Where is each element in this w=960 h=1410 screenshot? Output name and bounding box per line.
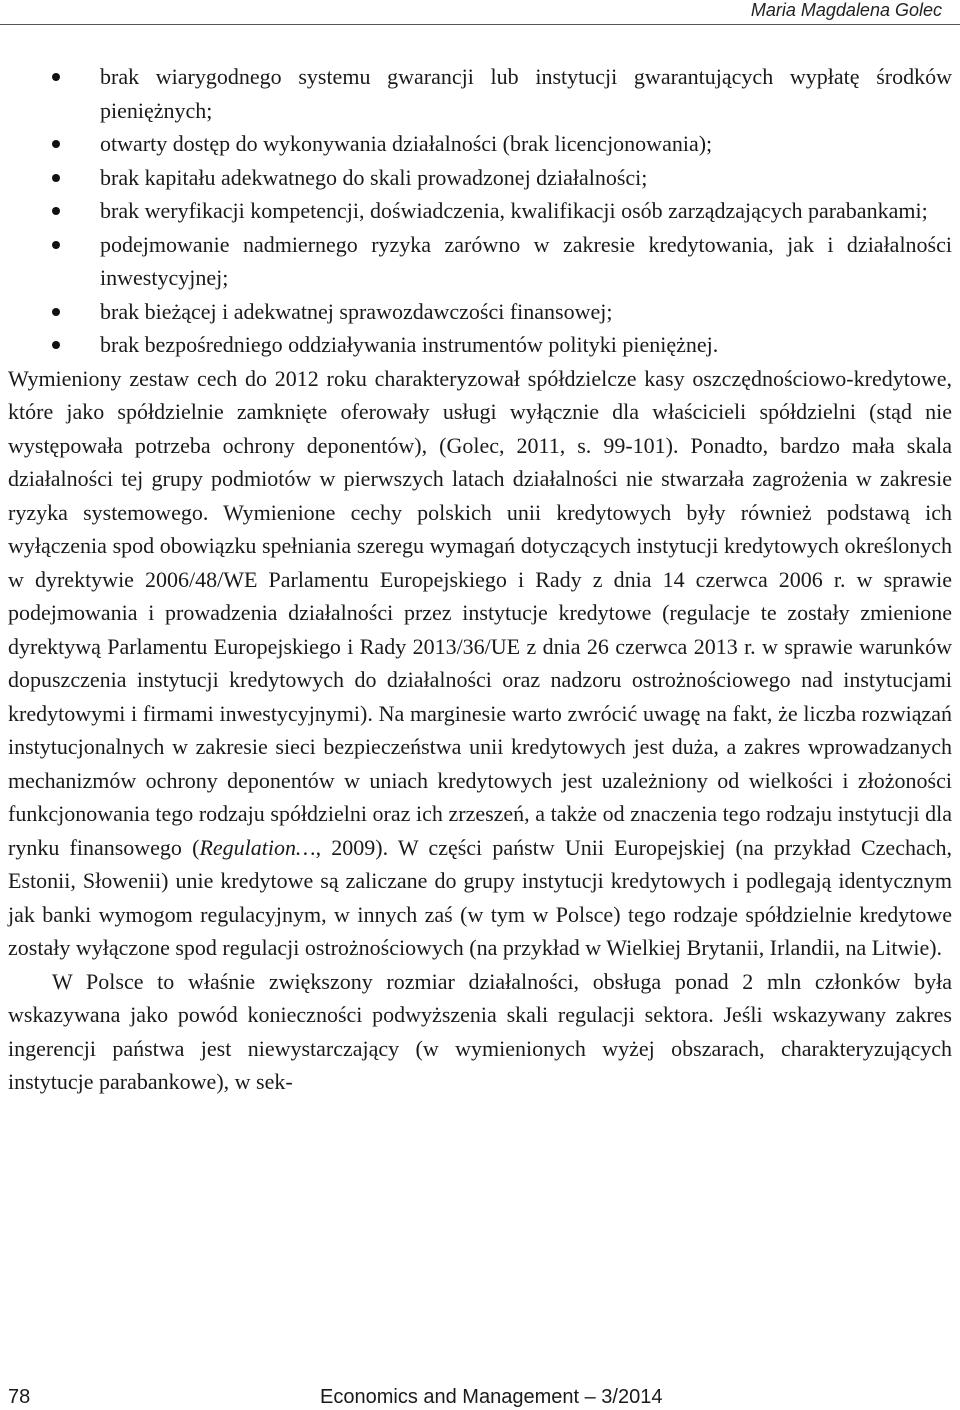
list-item-text: otwarty dostęp do wykonywania działalności (brak licencjonowania); <box>100 131 713 156</box>
list-item <box>8 328 952 362</box>
bullet-icon <box>52 207 60 215</box>
body-paragraph-1 <box>8 362 952 965</box>
bullet-icon <box>52 174 60 182</box>
paragraph-text: , 2009). W części państw Unii Europejskiej (na przykład Czechach, Estonii, Słowenii) unie kredytowe są zaliczane do grupy instytucji kredytowych i podlegają identycznym jak banki wymogom regulacyjnym, w innych zaś (w tym w Polsce) tego rodzaje spółdzielnie kredytowe zostały wyłączone spod regulacji ostrożnościowych (na przykład w Wielkiej Brytanii, Irlandii, na Litwie). <box>8 834 952 960</box>
bullet-icon <box>52 140 60 148</box>
list-item <box>8 60 952 127</box>
list-item <box>8 161 952 195</box>
page-number: 78 <box>8 1386 31 1408</box>
page-footer <box>0 1384 960 1410</box>
bullet-icon <box>52 73 60 81</box>
list-item <box>8 228 952 295</box>
journal-title: Economics and Management – 3/2014 <box>320 1386 663 1408</box>
running-head: Maria Magdalena Golec <box>750 0 942 20</box>
list-item-text: brak weryfikacji kompetencji, doświadczenia, kwalifikacji osób zarządzających parabankami; <box>100 198 928 223</box>
list-item-text: podejmowanie nadmiernego ryzyka zarówno w zakresie kredytowania, jak i działalności inwestycyjnej; <box>100 231 952 290</box>
list-item-text: brak wiarygodnego systemu gwarancji lub instytucji gwarantujących wypłatę środków pieniężnych; <box>100 64 952 123</box>
bullet-icon <box>52 241 60 249</box>
bullet-icon <box>52 308 60 316</box>
paragraph-text: Wymieniony zestaw cech do 2012 roku charakteryzował spółdzielcze kasy oszczędnościowo-kredytowe, które jako spółdzielnie zamknięte oferowały usługi wyłącznie dla właścicieli spółdzielni (stąd nie występowała potrzeba ochrony deponentów), (Golec, 2011, s. 99-101). Ponadto, bardzo mała skala działalności tej grupy podmiotów w pierwszych latach działalności nie stwarzała zagrożenia w zakresie ryzyka systemowego. Wymienione cechy polskich unii kredytowych były również podstawą ich wyłączenia spod obowiązku spełniania szeregu wymagań dotyczących instytucji kredytowych określonych w dyrektywie 2006/48/WE Parlamentu Europejskiego i Rady z dnia 14 czerwca 2006 r. w sprawie podejmowania i prowadzenia działalności przez instytucje kredytowe (regulacje te zostały zmienione dyrektywą Parlamentu Europejskiego i Rady 2013/36/UE z dnia 26 czerwca 2013 r. w sprawie warunków dopuszczenia instytucji kredytowych do działalności oraz nadzoru ostrożnościowego nad instytucjami kredytowymi i firmami inwestycyjnymi). Na marginesie warto zwrócić uwagę na fakt, że liczba rozwiązań instytucjonalnych w zakresie sieci bezpieczeństwa unii kredytowych jest duża, a zakres wprowadzanych mechanizmów ochrony deponentów w uniach kredytowych jest uzależniony od wielkości i złożoności funkcjonowania tego rodzaju spółdzielni oraz ich zrzeszeń, a także od znaczenia tego rodzaju instytucji dla rynku finansowego ( <box>8 365 952 860</box>
list-item <box>8 127 952 161</box>
bullet-icon <box>52 341 60 349</box>
citation-italic: Regulation… <box>199 834 316 860</box>
list-item-text: brak bieżącej i adekwatnej sprawozdawczości finansowej; <box>100 298 613 324</box>
list-item-text: brak kapitału adekwatnego do skali prowadzonej działalności; <box>100 164 648 190</box>
list-item <box>8 295 952 329</box>
body-paragraph-2: W Polsce to właśnie zwiększony rozmiar działalności, obsługa ponad 2 mln członków była wskazywana jako powód konieczności podwyższenia skali regulacji sektora. Jeśli wskazywany zakres ingerencji państwa jest niewystarczający (w wymienionych wyżej obszarach, charakteryzujących instytucje parabankowe), w sek- <box>8 968 952 1094</box>
header-rule <box>0 24 960 25</box>
list-item <box>8 194 952 228</box>
list-item-text: brak bezpośredniego oddziaływania instrumentów polityki pieniężnej. <box>100 332 719 357</box>
bullet-list <box>8 60 952 362</box>
page-content <box>8 60 952 1099</box>
